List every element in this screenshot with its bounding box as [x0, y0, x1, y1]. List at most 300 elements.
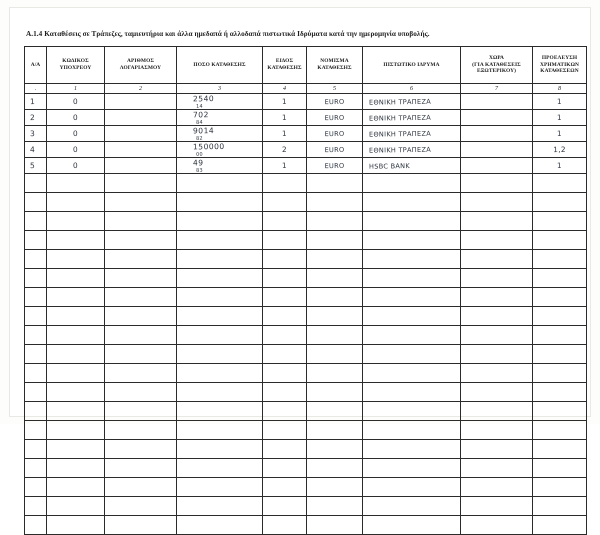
cell-country-value: [461, 149, 532, 150]
cell-amount-value: 49 83: [177, 157, 262, 173]
cell-empty[interactable]: [363, 459, 461, 478]
cell-empty[interactable]: [47, 364, 105, 383]
cell-empty[interactable]: [461, 269, 533, 288]
cell-type[interactable]: [263, 126, 307, 142]
cell-empty[interactable]: [25, 421, 47, 440]
cell-empty[interactable]: [105, 231, 177, 250]
table-row-empty[interactable]: [25, 364, 587, 383]
cell-empty[interactable]: [25, 345, 47, 364]
cell-institution-value: ΕΘΝΙΚΗ ΤΡΑΠΕΖΑ: [368, 145, 432, 155]
cell-empty[interactable]: [25, 193, 47, 212]
table-row-empty[interactable]: [25, 288, 587, 307]
table-row-empty[interactable]: [25, 440, 587, 459]
cell-empty[interactable]: [363, 497, 461, 516]
cell-empty[interactable]: [363, 307, 461, 326]
table-row[interactable]: [25, 142, 587, 158]
cell-empty[interactable]: [105, 250, 177, 269]
cell-empty[interactable]: [533, 402, 587, 421]
cell-empty[interactable]: [363, 193, 461, 212]
cell-institution[interactable]: [363, 158, 461, 174]
cell-index[interactable]: [25, 158, 47, 174]
table-row-empty[interactable]: [25, 478, 587, 497]
cell-country[interactable]: [461, 94, 533, 110]
cell-empty[interactable]: [105, 193, 177, 212]
cell-empty[interactable]: [47, 459, 105, 478]
cell-empty[interactable]: [363, 345, 461, 364]
cell-empty[interactable]: [47, 174, 105, 193]
cell-empty[interactable]: [363, 250, 461, 269]
col-number-0: .: [25, 84, 47, 94]
col-number-6: 6: [363, 84, 461, 94]
cell-empty[interactable]: [177, 364, 263, 383]
table-body: [25, 94, 587, 535]
cell-amount-value: 9014 82: [177, 125, 262, 141]
cell-empty[interactable]: [363, 478, 461, 497]
col-header-type: ΕΙΔΟΣ ΚΑΤΑΘΕΣΗΣ: [263, 47, 307, 84]
cell-empty[interactable]: [307, 402, 363, 421]
col-header-account: ΑΡΙΘΜΟΣ ΛΟΓΑΡΙΑΣΜΟΥ: [105, 47, 177, 84]
cell-empty[interactable]: [177, 307, 263, 326]
col-header-amount: ΠΟΣΟ ΚΑΤΑΘΕΣΗΣ: [177, 47, 263, 84]
cell-country[interactable]: [461, 110, 533, 126]
cell-empty[interactable]: [461, 174, 533, 193]
cell-empty[interactable]: [461, 402, 533, 421]
cell-empty[interactable]: [105, 364, 177, 383]
cell-empty[interactable]: [47, 516, 105, 535]
cell-code[interactable]: [47, 110, 105, 126]
cell-empty[interactable]: [105, 383, 177, 402]
table-row-empty[interactable]: [25, 497, 587, 516]
cell-empty[interactable]: [177, 440, 263, 459]
cell-empty[interactable]: [363, 326, 461, 345]
cell-empty[interactable]: [105, 174, 177, 193]
cell-index[interactable]: [25, 126, 47, 142]
cell-empty[interactable]: [177, 231, 263, 250]
header-row: [25, 47, 587, 84]
cell-type[interactable]: [263, 110, 307, 126]
cell-empty[interactable]: [263, 497, 307, 516]
cell-empty[interactable]: [263, 250, 307, 269]
cell-empty[interactable]: [533, 516, 587, 535]
cell-empty[interactable]: [533, 478, 587, 497]
cell-country[interactable]: [461, 142, 533, 158]
cell-empty[interactable]: [533, 364, 587, 383]
table-row-empty[interactable]: [25, 345, 587, 364]
cell-empty[interactable]: [461, 516, 533, 535]
cell-empty[interactable]: [307, 440, 363, 459]
cell-code-value: 0: [72, 160, 79, 171]
cell-code-value: 0: [72, 112, 79, 123]
table-row-empty[interactable]: [25, 402, 587, 421]
table-row-empty[interactable]: [25, 231, 587, 250]
cell-empty[interactable]: [47, 383, 105, 402]
cell-empty[interactable]: [363, 364, 461, 383]
cell-amount[interactable]: [177, 158, 263, 174]
cell-empty[interactable]: [47, 402, 105, 421]
cell-empty[interactable]: [307, 269, 363, 288]
cell-empty[interactable]: [47, 231, 105, 250]
cell-account-value: [105, 149, 176, 150]
col-header-institution: ΠΙΣΤΩΤΙΚΟ ΙΔΡΥΜΑ: [363, 47, 461, 84]
table-row[interactable]: [25, 94, 587, 110]
cell-empty[interactable]: [25, 497, 47, 516]
cell-institution[interactable]: [363, 110, 461, 126]
cell-code[interactable]: [47, 94, 105, 110]
cell-amount-value: 2540 14: [177, 93, 262, 109]
table-row[interactable]: [25, 126, 587, 142]
cell-empty[interactable]: [533, 250, 587, 269]
cell-amount[interactable]: [177, 110, 263, 126]
cell-empty[interactable]: [47, 307, 105, 326]
cell-empty[interactable]: [363, 383, 461, 402]
cell-empty[interactable]: [177, 174, 263, 193]
col-number-7: 7: [461, 84, 533, 94]
cell-empty[interactable]: [105, 326, 177, 345]
cell-currency-value: EURO: [324, 161, 345, 170]
cell-empty[interactable]: [533, 440, 587, 459]
cell-empty[interactable]: [263, 459, 307, 478]
cell-origin-value: 1: [556, 128, 563, 139]
cell-empty[interactable]: [363, 516, 461, 535]
col-number-4: 4: [263, 84, 307, 94]
cell-empty[interactable]: [363, 269, 461, 288]
cell-account[interactable]: [105, 158, 177, 174]
cell-empty[interactable]: [105, 288, 177, 307]
cell-index[interactable]: [25, 110, 47, 126]
cell-empty[interactable]: [533, 497, 587, 516]
cell-empty[interactable]: [25, 174, 47, 193]
cell-empty[interactable]: [47, 193, 105, 212]
cell-institution[interactable]: [363, 94, 461, 110]
col-header-country: ΧΩΡΑ (ΓΙΑ ΚΑΤΑΘΕΣΕΙΣ ΕΞΩΤΕΡΙΚΟΥ): [461, 47, 533, 84]
cell-empty[interactable]: [533, 193, 587, 212]
cell-empty[interactable]: [263, 516, 307, 535]
cell-empty[interactable]: [105, 212, 177, 231]
cell-institution-value: ΕΘΝΙΚΗ ΤΡΑΠΕΖΑ: [368, 113, 432, 123]
cell-empty[interactable]: [263, 478, 307, 497]
cell-empty[interactable]: [307, 174, 363, 193]
cell-code-value: 0: [72, 96, 79, 107]
cell-empty[interactable]: [533, 307, 587, 326]
cell-account[interactable]: [105, 110, 177, 126]
cell-empty[interactable]: [177, 459, 263, 478]
cell-country[interactable]: [461, 158, 533, 174]
col-header-code: ΚΩΔΙΚΟΣ ΥΠΟΧΡΕΟΥ: [47, 47, 105, 84]
cell-empty[interactable]: [25, 307, 47, 326]
table-row-empty[interactable]: [25, 383, 587, 402]
cell-empty[interactable]: [263, 326, 307, 345]
cell-amount-cents: 83: [195, 167, 203, 174]
cell-empty[interactable]: [47, 421, 105, 440]
cell-empty[interactable]: [533, 383, 587, 402]
col-header-aa: Α/Α: [25, 47, 47, 84]
cell-origin[interactable]: [533, 142, 587, 158]
cell-code[interactable]: [47, 142, 105, 158]
cell-empty[interactable]: [47, 478, 105, 497]
cell-empty[interactable]: [461, 193, 533, 212]
cell-empty[interactable]: [263, 402, 307, 421]
cell-empty[interactable]: [533, 231, 587, 250]
cell-code-value: 0: [72, 144, 79, 155]
cell-empty[interactable]: [461, 497, 533, 516]
cell-empty[interactable]: [461, 307, 533, 326]
cell-empty[interactable]: [25, 269, 47, 288]
cell-type-value: 1: [281, 160, 288, 171]
table-row[interactable]: [25, 110, 587, 126]
cell-empty[interactable]: [105, 421, 177, 440]
cell-empty[interactable]: [47, 326, 105, 345]
cell-empty[interactable]: [105, 478, 177, 497]
cell-empty[interactable]: [307, 364, 363, 383]
cell-account[interactable]: [105, 126, 177, 142]
cell-empty[interactable]: [363, 231, 461, 250]
cell-empty[interactable]: [307, 383, 363, 402]
cell-currency-value: EURO: [324, 145, 345, 154]
cell-empty[interactable]: [177, 250, 263, 269]
cell-empty[interactable]: [25, 231, 47, 250]
table-row-empty[interactable]: [25, 459, 587, 478]
cell-empty[interactable]: [263, 307, 307, 326]
cell-amount-cents: 84: [195, 119, 203, 126]
cell-empty[interactable]: [533, 212, 587, 231]
cell-empty[interactable]: [25, 364, 47, 383]
cell-empty[interactable]: [533, 459, 587, 478]
cell-empty[interactable]: [263, 345, 307, 364]
cell-empty[interactable]: [47, 440, 105, 459]
cell-currency-value: EURO: [324, 113, 345, 122]
cell-empty[interactable]: [25, 250, 47, 269]
cell-empty[interactable]: [47, 269, 105, 288]
cell-empty[interactable]: [263, 174, 307, 193]
cell-empty[interactable]: [533, 269, 587, 288]
cell-empty[interactable]: [25, 402, 47, 421]
cell-empty[interactable]: [47, 345, 105, 364]
cell-empty[interactable]: [363, 440, 461, 459]
table-row-empty[interactable]: [25, 269, 587, 288]
cell-institution-value: ΕΘΝΙΚΗ ΤΡΑΠΕΖΑ: [368, 97, 432, 107]
cell-type-value: 1: [281, 128, 288, 139]
cell-empty[interactable]: [307, 459, 363, 478]
cell-empty[interactable]: [105, 516, 177, 535]
col-number-5: 5: [307, 84, 363, 94]
cell-origin[interactable]: [533, 110, 587, 126]
cell-institution[interactable]: [363, 126, 461, 142]
cell-empty[interactable]: [363, 174, 461, 193]
cell-account-value: [105, 133, 176, 134]
cell-origin[interactable]: [533, 94, 587, 110]
cell-empty[interactable]: [105, 307, 177, 326]
cell-currency[interactable]: [307, 158, 363, 174]
cell-account-value: [105, 117, 176, 118]
cell-type[interactable]: [263, 142, 307, 158]
cell-type-value: 2: [281, 144, 288, 155]
cell-empty[interactable]: [177, 421, 263, 440]
cell-empty[interactable]: [307, 345, 363, 364]
cell-empty[interactable]: [461, 212, 533, 231]
cell-empty[interactable]: [533, 345, 587, 364]
cell-index-value: 1: [29, 97, 36, 107]
table-header: [25, 47, 587, 94]
table-row-empty[interactable]: [25, 516, 587, 535]
cell-type[interactable]: [263, 158, 307, 174]
cell-empty[interactable]: [461, 364, 533, 383]
cell-amount[interactable]: [177, 126, 263, 142]
cell-empty[interactable]: [25, 516, 47, 535]
cell-empty[interactable]: [105, 497, 177, 516]
cell-empty[interactable]: [461, 478, 533, 497]
cell-empty[interactable]: [177, 212, 263, 231]
cell-empty[interactable]: [177, 478, 263, 497]
cell-code-value: 0: [72, 128, 79, 139]
cell-empty[interactable]: [263, 383, 307, 402]
cell-empty[interactable]: [177, 193, 263, 212]
cell-currency[interactable]: [307, 142, 363, 158]
cell-amount-value: 150000 00: [177, 141, 262, 157]
cell-empty[interactable]: [307, 421, 363, 440]
cell-empty[interactable]: [177, 402, 263, 421]
column-number-row: [25, 84, 587, 94]
cell-empty[interactable]: [307, 478, 363, 497]
cell-origin-value: 1: [556, 160, 563, 171]
cell-empty[interactable]: [307, 250, 363, 269]
cell-index-value: 2: [29, 113, 36, 123]
cell-empty[interactable]: [533, 174, 587, 193]
cell-empty[interactable]: [363, 421, 461, 440]
cell-code[interactable]: [47, 126, 105, 142]
cell-index-value: 4: [29, 145, 36, 155]
table-row-empty[interactable]: [25, 307, 587, 326]
cell-empty[interactable]: [177, 288, 263, 307]
cell-empty[interactable]: [25, 288, 47, 307]
cell-empty[interactable]: [25, 459, 47, 478]
cell-origin-value: 1,2: [553, 144, 566, 155]
cell-empty[interactable]: [47, 497, 105, 516]
cell-empty[interactable]: [363, 212, 461, 231]
cell-empty[interactable]: [25, 212, 47, 231]
cell-empty[interactable]: [307, 212, 363, 231]
cell-type-value: 1: [281, 96, 288, 107]
cell-empty[interactable]: [47, 250, 105, 269]
cell-currency[interactable]: [307, 94, 363, 110]
cell-empty[interactable]: [533, 326, 587, 345]
cell-empty[interactable]: [263, 364, 307, 383]
col-number-8: 8: [533, 84, 587, 94]
cell-index[interactable]: [25, 94, 47, 110]
table-row-empty[interactable]: [25, 174, 587, 193]
cell-empty[interactable]: [25, 383, 47, 402]
cell-account[interactable]: [105, 94, 177, 110]
cell-empty[interactable]: [263, 212, 307, 231]
cell-empty[interactable]: [461, 326, 533, 345]
cell-account-value: [105, 165, 176, 166]
cell-empty[interactable]: [263, 421, 307, 440]
cell-empty[interactable]: [461, 288, 533, 307]
cell-empty[interactable]: [177, 516, 263, 535]
scan-area: [10, 8, 590, 416]
cell-account-value: [105, 101, 176, 102]
cell-empty[interactable]: [105, 402, 177, 421]
cell-empty[interactable]: [25, 478, 47, 497]
cell-empty[interactable]: [461, 421, 533, 440]
cell-amount-cents: 14: [195, 103, 203, 110]
cell-country-value: [461, 117, 532, 118]
cell-type[interactable]: [263, 94, 307, 110]
table-row-empty[interactable]: [25, 326, 587, 345]
cell-institution[interactable]: [363, 142, 461, 158]
table-row-empty[interactable]: [25, 193, 587, 212]
table-row-empty[interactable]: [25, 250, 587, 269]
cell-empty[interactable]: [363, 288, 461, 307]
cell-empty[interactable]: [177, 497, 263, 516]
cell-code[interactable]: [47, 158, 105, 174]
cell-empty[interactable]: [105, 440, 177, 459]
cell-amount[interactable]: [177, 94, 263, 110]
cell-empty[interactable]: [461, 250, 533, 269]
cell-empty[interactable]: [307, 326, 363, 345]
cell-empty[interactable]: [307, 193, 363, 212]
cell-origin[interactable]: [533, 126, 587, 142]
cell-country[interactable]: [461, 126, 533, 142]
cell-empty[interactable]: [177, 269, 263, 288]
cell-empty[interactable]: [263, 269, 307, 288]
cell-empty[interactable]: [461, 459, 533, 478]
cell-empty[interactable]: [307, 497, 363, 516]
cell-empty[interactable]: [177, 326, 263, 345]
cell-empty[interactable]: [461, 231, 533, 250]
cell-empty[interactable]: [461, 345, 533, 364]
cell-empty[interactable]: [47, 288, 105, 307]
cell-empty[interactable]: [263, 440, 307, 459]
cell-empty[interactable]: [105, 345, 177, 364]
table-row[interactable]: [25, 158, 587, 174]
cell-empty[interactable]: [25, 440, 47, 459]
cell-institution-value: HSBC BANK: [368, 161, 410, 171]
cell-empty[interactable]: [533, 288, 587, 307]
cell-origin[interactable]: [533, 158, 587, 174]
cell-country-value: [461, 101, 532, 102]
cell-empty[interactable]: [307, 516, 363, 535]
cell-currency[interactable]: [307, 110, 363, 126]
cell-index[interactable]: [25, 142, 47, 158]
cell-empty[interactable]: [47, 212, 105, 231]
cell-empty[interactable]: [461, 440, 533, 459]
cell-empty[interactable]: [307, 307, 363, 326]
table-row-empty[interactable]: [25, 421, 587, 440]
cell-empty[interactable]: [177, 345, 263, 364]
cell-empty[interactable]: [25, 326, 47, 345]
cell-amount-cents: 00: [195, 151, 203, 158]
col-header-currency: ΝΟΜΙΣΜΑ ΚΑΤΑΘΕΣΗΣ: [307, 47, 363, 84]
cell-amount[interactable]: [177, 142, 263, 158]
cell-empty[interactable]: [307, 288, 363, 307]
cell-account[interactable]: [105, 142, 177, 158]
cell-empty[interactable]: [177, 383, 263, 402]
cell-empty[interactable]: [307, 231, 363, 250]
table-row-empty[interactable]: [25, 212, 587, 231]
cell-amount-cents: 82: [195, 135, 203, 142]
cell-empty[interactable]: [105, 459, 177, 478]
cell-origin-value: 1: [556, 96, 563, 107]
cell-empty[interactable]: [263, 288, 307, 307]
cell-empty[interactable]: [533, 421, 587, 440]
cell-empty[interactable]: [461, 383, 533, 402]
cell-empty[interactable]: [263, 193, 307, 212]
cell-empty[interactable]: [263, 231, 307, 250]
cell-currency-value: EURO: [324, 129, 345, 138]
cell-empty[interactable]: [363, 402, 461, 421]
cell-currency[interactable]: [307, 126, 363, 142]
cell-empty[interactable]: [105, 269, 177, 288]
